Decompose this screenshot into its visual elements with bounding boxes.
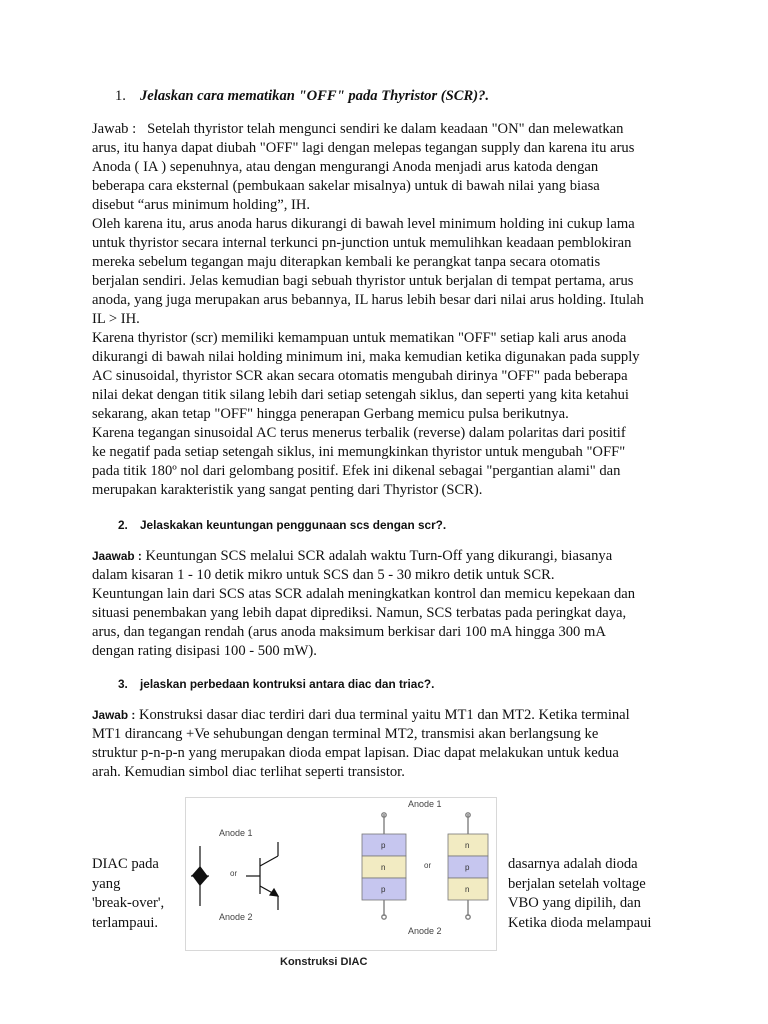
diac-diagram	[186, 798, 496, 950]
answer-1-line: berjalan sendiri. Jelas kemudian bagi sebuah thyristor untuk berjalan di tempat pertama, arus	[92, 273, 634, 289]
answer-label: Jawab :	[92, 708, 136, 722]
figure-caption: Konstruksi DIAC	[280, 956, 368, 968]
question-1-title	[115, 88, 489, 105]
left-wrap-line: 'break-over',	[92, 895, 165, 911]
answer-1-line: Oleh karena itu, arus anoda harus dikurangi di bawah level minimum holding ini cukup lama	[92, 216, 635, 232]
answer-2-line	[92, 547, 612, 566]
left-wrap-line: yang	[92, 875, 121, 892]
question-number: 2.	[118, 518, 128, 532]
question-number: 1.	[115, 88, 126, 104]
answer-1-line: mereka sebelum tegangan maju diterapkan kembali ke perangkat tanpa secara otomatis	[92, 254, 601, 270]
answer-2-line: dalam kisaran 1 - 10 detik mikro untuk SCS dan 5 - 30 mikro detik untuk SCR.	[92, 567, 555, 583]
layer-label: n	[381, 863, 386, 872]
transistor-like-symbol-icon	[246, 842, 278, 910]
answer-label: Jaawab :	[92, 549, 142, 563]
answer-1-line: untuk thyristor secara internal terkunci pn-junction untuk memulihkan keadaan pemblokiran	[92, 235, 632, 251]
layer-label: p	[465, 863, 470, 872]
answer-label: Jawab :	[92, 121, 137, 137]
answer-text: Setelah thyristor telah mengunci sendiri ke dalam keadaan "ON" dan melewatkan	[147, 121, 624, 137]
left-wrap-line: terlampaui.	[92, 914, 159, 931]
layer-label: n	[465, 841, 470, 850]
right-wrap-line: Ketika dioda melampaui	[508, 914, 652, 931]
answer-1-line: beberapa cara eksternal (pembukaan sakelar misalnya) untuk di bawah nilai yang biasa	[92, 178, 600, 194]
question-2-title	[118, 518, 446, 532]
answer-1-line: ke negatif pada setiap setengah siklus, ini memungkinkan thyristor untuk mengubah "OFF"	[92, 444, 626, 460]
right-wrap-line: berjalan setelah voltage	[508, 875, 646, 892]
answer-1-line: AC sinusoidal, thyristor SCR akan secara otomatis mengubah dirinya "OFF" pada beberapa	[92, 368, 628, 384]
npn-stack	[448, 813, 488, 919]
diac-construction-figure	[185, 797, 497, 951]
diac-symbol-icon	[191, 846, 209, 906]
answer-3-line: arah. Kemudian simbol diac terlihat seperti transistor.	[92, 764, 405, 780]
answer-1-line: IL > IH.	[92, 311, 140, 327]
question-text: jelaskan perbedaan kontruksi antara diac dan triac?.	[140, 677, 435, 691]
answer-1-line: sekarang, akan tetap "OFF" hingga penerapan Gerbang memicu pulsa berikutnya.	[92, 406, 569, 422]
answer-3-line: MT1 dirancang +Ve sehubungan dengan terminal MT2, transmisi akan berlangsung ke	[92, 726, 599, 742]
left-wrap-text	[92, 855, 164, 933]
question-text: Jelaskakan keuntungan penggunaan scs dengan scr?.	[140, 518, 447, 532]
answer-2-line: Keuntungan lain dari SCS atas SCR adalah meningkatkan kontrol dan memicu kepekaan dan	[92, 586, 636, 602]
anode2-bottom-label: Anode 2	[408, 926, 442, 936]
layer-label: n	[465, 885, 470, 894]
answer-1-line: anoda, yang juga merupakan arus bebannya, IL harus lebih besar dari nilai arus holding. Itulah	[92, 292, 644, 308]
anode1-top-label: Anode 1	[408, 799, 442, 809]
answer-2-line: situasi penembakan yang lebih dapat diprediksi. Namun, SCS terbatas pada peringkat daya,	[92, 605, 627, 621]
answer-1-line: nilai dekat dengan titik silang lebih dari setiap setengah siklus, dan seperti yang kita ketahui	[92, 387, 629, 403]
right-wrap-line: VBO yang dipilih, dan	[508, 895, 641, 911]
answer-3-line	[92, 706, 630, 725]
pnp-stack	[362, 813, 406, 919]
answer-1-line: Anoda ( IA ) sepenuhnya, atau dengan mengurangi Anoda menjadi arus katoda dengan	[92, 159, 599, 175]
answer-1-line: dikurangi di bawah nilai holding minimum ini, maka kemudian ketika digunakan pada supply	[92, 349, 640, 365]
answer-text: Keuntungan SCS melalui SCR adalah waktu Turn-Off yang dikurangi, biasanya	[145, 548, 613, 564]
answer-2-line: arus, dan tegangan rendah (arus anoda maksimum berkisar dari 100 mA hingga 300 mA	[92, 624, 606, 640]
answer-1-line: disebut “arus minimum holding”, IH.	[92, 197, 311, 213]
answer-2-line: dengan rating disipasi 100 - 500 mW).	[92, 643, 317, 659]
right-wrap-line: dasarnya adalah dioda	[508, 856, 638, 872]
or-label-2: or	[424, 861, 432, 870]
or-label-1: or	[230, 869, 238, 878]
question-text: Jelaskan cara mematikan "OFF" pada Thyristor (SCR)?.	[140, 88, 490, 104]
layer-label: p	[381, 841, 386, 850]
anode1-left-label: Anode 1	[219, 828, 253, 838]
answer-1-line: Karena thyristor (scr) memiliki kemampuan untuk mematikan "OFF" setiap kali arus anoda	[92, 330, 627, 346]
question-3-title	[118, 677, 434, 691]
answer-1-line: pada titik 180º nol dari gelombang positif. Efek ini dikenal sebagai "pergantian alami" dan	[92, 463, 621, 479]
layer-label: p	[381, 885, 386, 894]
answer-1-line: merupakan karakteristik yang sangat penting dari Thyristor (SCR).	[92, 482, 483, 498]
answer-1-line	[92, 120, 623, 139]
question-number: 3.	[118, 677, 128, 691]
left-wrap-line: DIAC pada	[92, 856, 159, 872]
answer-3-line: struktur p-n-p-n yang merupakan dioda empat lapisan. Diac dapat melakukan untuk kedua	[92, 745, 619, 761]
answer-text: Konstruksi dasar diac terdiri dari dua terminal yaitu MT1 dan MT2. Ketika terminal	[138, 707, 630, 723]
right-wrap-text	[508, 855, 651, 933]
anode2-left-label: Anode 2	[219, 912, 253, 922]
answer-1-line: arus, itu hanya dapat diubah "OFF" lagi dengan melepas tegangan supply dan karena itu arus	[92, 140, 635, 156]
answer-1-line: Karena tegangan sinusoidal AC terus menerus terbalik (reverse) dalam polaritas dari positif	[92, 425, 626, 441]
